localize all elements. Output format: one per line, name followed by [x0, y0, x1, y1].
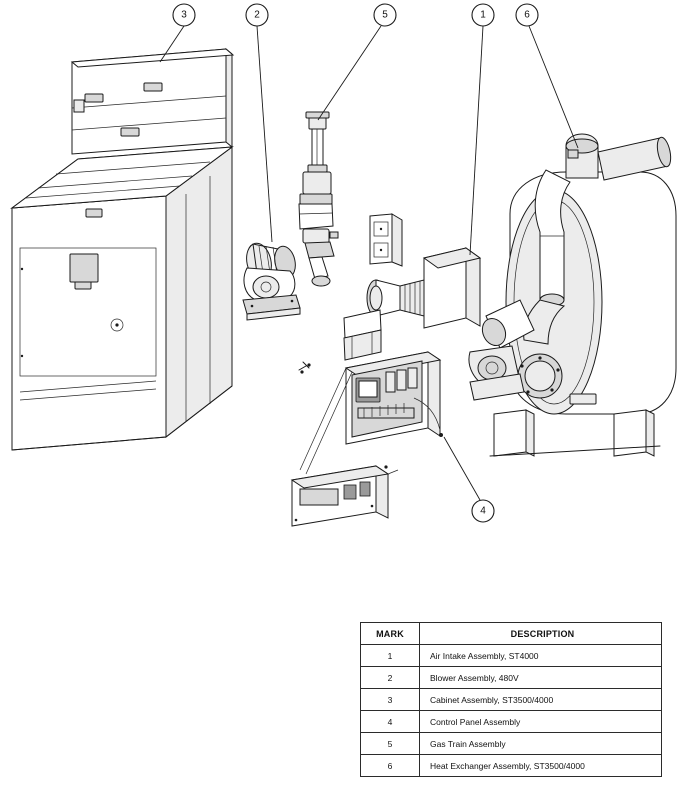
legend-cell-description: Cabinet Assembly, ST3500/4000 [420, 689, 662, 711]
callout-balloon-3[interactable] [173, 4, 195, 26]
table-row [361, 711, 662, 733]
callout-label-1: 1 [480, 9, 486, 21]
callout-balloon-4[interactable] [472, 500, 494, 522]
callout-balloon-1[interactable] [472, 4, 494, 26]
legend-cell-mark: 1 [361, 645, 420, 667]
callout-label-5: 5 [382, 9, 388, 21]
callout-label-3: 3 [181, 9, 187, 21]
callout-label-4: 4 [480, 505, 486, 517]
table-row [361, 645, 662, 667]
legend-header-mark: MARK [361, 623, 420, 645]
part-gas-train-assembly [299, 112, 338, 374]
legend-cell-mark: 3 [361, 689, 420, 711]
callout-label-2: 2 [254, 9, 260, 21]
part-access-plates [370, 214, 402, 266]
legend-cell-mark: 6 [361, 755, 420, 777]
table-row [361, 755, 662, 777]
legend-cell-mark: 2 [361, 667, 420, 689]
callout-balloon-6[interactable] [516, 4, 538, 26]
legend-header-description: DESCRIPTION [420, 623, 662, 645]
part-cabinet-assembly [12, 49, 233, 450]
parts-legend-table [360, 622, 662, 777]
legend-cell-description: Control Panel Assembly [420, 711, 662, 733]
legend-cell-description: Gas Train Assembly [420, 733, 662, 755]
callout-balloon-5[interactable] [374, 4, 396, 26]
table-row [361, 667, 662, 689]
table-row [361, 689, 662, 711]
legend-header-row [361, 623, 662, 645]
part-blower-assembly [243, 241, 300, 320]
legend-cell-description: Blower Assembly, 480V [420, 667, 662, 689]
legend-cell-description: Air Intake Assembly, ST4000 [420, 645, 662, 667]
table-row [361, 733, 662, 755]
part-heat-exchanger-assembly [469, 134, 676, 456]
callout-balloon-2[interactable] [246, 4, 268, 26]
legend-cell-description: Heat Exchanger Assembly, ST3500/4000 [420, 755, 662, 777]
callout-label-6: 6 [524, 9, 530, 21]
part-control-panel-assembly [292, 352, 443, 526]
legend-cell-mark: 4 [361, 711, 420, 733]
legend-cell-mark: 5 [361, 733, 420, 755]
part-air-intake-assembly [344, 248, 480, 360]
